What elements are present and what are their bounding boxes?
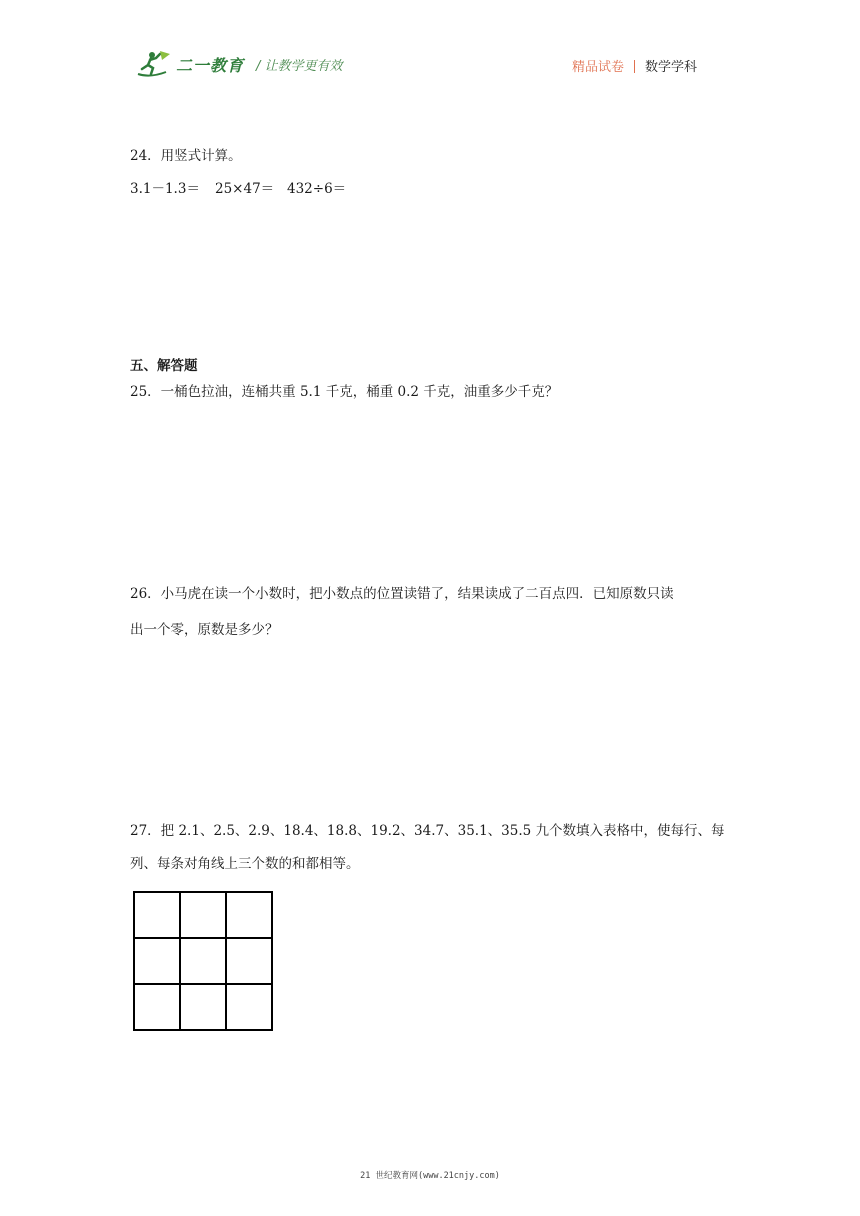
q27-line-2: 列、每条对角线上三个数的和都相等。 <box>130 856 360 872</box>
q27-line-1: 27．把 2.1、2.5、2.9、18.4、18.8、19.2、34.7、35.1、35.5 九个数填入表格中，使每行、每 <box>130 823 725 839</box>
q26-line-2: 出一个零，原数是多少？ <box>130 622 279 638</box>
section-heading: 五、解答题 <box>130 358 198 374</box>
logo-text: 二一教育 <box>176 56 245 75</box>
magic-square-grid <box>133 891 273 1031</box>
q25-text: 25．一桶色拉油，连桶共重 5.1 千克，桶重 0.2 千克，油重多少千克？ <box>130 384 559 400</box>
grid-cell <box>180 938 226 984</box>
grid-cell <box>180 984 226 1030</box>
grid-cell <box>134 938 180 984</box>
header-divider <box>634 60 635 73</box>
footer-text: 21 世纪教育网(www.21cnjy.com) <box>360 1171 500 1181</box>
grid-cell <box>180 892 226 938</box>
q24-expr-1: 3.1－1.3＝ <box>130 181 200 197</box>
grid-row <box>134 938 272 984</box>
logo-runner-icon <box>136 48 176 80</box>
slogan: / 让教学更有效 <box>256 59 343 74</box>
header-tag-quality: 精品试卷 <box>572 60 625 75</box>
q26-line-1: 26．小马虎在读一个小数时，把小数点的位置读错了，结果读成了二百点四．已知原数只读 <box>130 586 674 602</box>
grid-row <box>134 984 272 1030</box>
grid-cell <box>134 892 180 938</box>
q24-expr-2: 25×47＝ <box>215 181 275 197</box>
header-tags <box>572 56 697 75</box>
header-tag-subject: 数学学科 <box>645 60 698 75</box>
grid-row <box>134 892 272 938</box>
q24-expr-3: 432÷6＝ <box>287 181 347 197</box>
grid-cell <box>134 984 180 1030</box>
grid-cell <box>226 892 272 938</box>
q24-title: 24．用竖式计算。 <box>130 148 242 164</box>
grid-cell <box>226 984 272 1030</box>
grid-cell <box>226 938 272 984</box>
